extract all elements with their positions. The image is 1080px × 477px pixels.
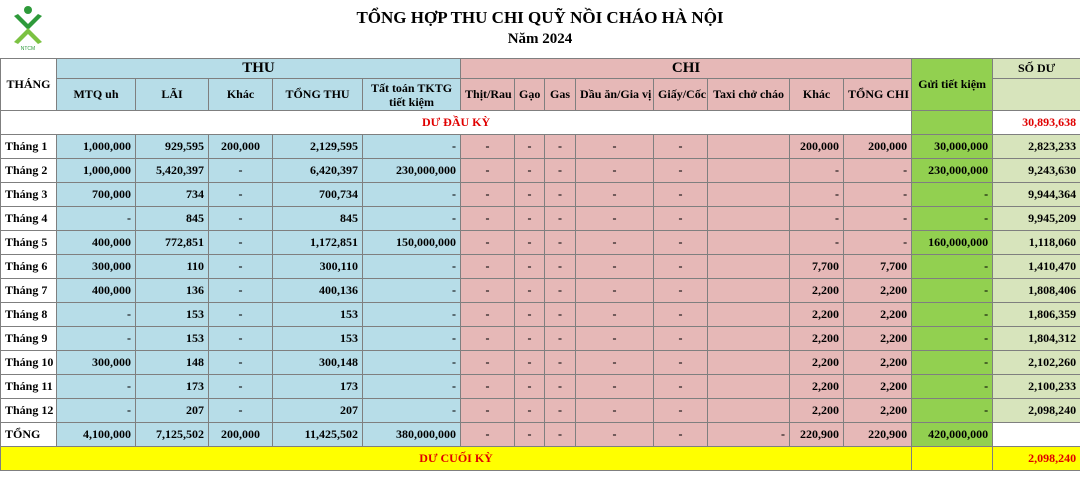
closing-label: DƯ CUỐI KỲ <box>1 447 912 471</box>
cell-tong-chi: 2,200 <box>844 327 912 351</box>
cell-tong-thu: 300,110 <box>273 255 363 279</box>
cell-tong-thu: 11,425,502 <box>273 423 363 447</box>
cell-month: Tháng 9 <box>1 327 57 351</box>
cell-mtq: - <box>57 303 136 327</box>
cell-giay: - <box>654 135 708 159</box>
cell-mtq: 1,000,000 <box>57 159 136 183</box>
cell-tat-toan: - <box>363 279 461 303</box>
cell-so-du: 1,118,060 <box>993 231 1080 255</box>
cell-month: Tháng 12 <box>1 399 57 423</box>
cell-thit: - <box>461 399 515 423</box>
cell-lai: 5,420,397 <box>136 159 209 183</box>
header-chi-khac: Khác <box>790 79 844 111</box>
cell-tong-thu: 153 <box>273 303 363 327</box>
header-gas: Gas <box>545 79 576 111</box>
table-row <box>1 231 1080 255</box>
cell-tat-toan: - <box>363 351 461 375</box>
cell-chi-khac: 2,200 <box>790 375 844 399</box>
cell-so-du: 9,243,630 <box>993 159 1080 183</box>
cell-tong-thu: 1,172,851 <box>273 231 363 255</box>
cell-khac: - <box>209 183 273 207</box>
cell-giay: - <box>654 183 708 207</box>
cell-so-du: 1,806,359 <box>993 303 1080 327</box>
cell-taxi <box>708 135 790 159</box>
cell-tat-toan: - <box>363 255 461 279</box>
cell-thit: - <box>461 207 515 231</box>
cell-mtq: - <box>57 207 136 231</box>
cell-gao: - <box>515 231 545 255</box>
cell-mtq: 300,000 <box>57 351 136 375</box>
cell-taxi: - <box>708 423 790 447</box>
cell-taxi <box>708 207 790 231</box>
cell-thit: - <box>461 303 515 327</box>
cell-so-du: 2,098,240 <box>993 399 1080 423</box>
cell-lai: 734 <box>136 183 209 207</box>
cell-gas: - <box>545 423 576 447</box>
table-row <box>1 279 1080 303</box>
cell-month: Tháng 10 <box>1 351 57 375</box>
header-taxi: Taxi chở cháo <box>708 79 790 111</box>
table-row <box>1 255 1080 279</box>
cell-khac: 200,000 <box>209 135 273 159</box>
cell-gui: - <box>912 183 993 207</box>
cell-month: Tháng 1 <box>1 135 57 159</box>
cell-giay: - <box>654 279 708 303</box>
cell-dau: - <box>576 255 654 279</box>
cell-lai: 153 <box>136 327 209 351</box>
table-row <box>1 399 1080 423</box>
cell-lai: 772,851 <box>136 231 209 255</box>
cell-thit: - <box>461 423 515 447</box>
cell-so-du: 9,945,209 <box>993 207 1080 231</box>
cell-tong-chi: 2,200 <box>844 399 912 423</box>
header-tat-toan: Tất toán TKTG tiết kiệm <box>363 79 461 111</box>
cell-gui: - <box>912 399 993 423</box>
cell-taxi <box>708 303 790 327</box>
cell-giay: - <box>654 207 708 231</box>
cell-mtq: 1,000,000 <box>57 135 136 159</box>
cell-lai: 136 <box>136 279 209 303</box>
cell-giay: - <box>654 375 708 399</box>
cell-chi-khac: - <box>790 207 844 231</box>
cell-lai: 845 <box>136 207 209 231</box>
cell-tat-toan: - <box>363 375 461 399</box>
cell-lai: 7,125,502 <box>136 423 209 447</box>
cell-tong-chi: - <box>844 183 912 207</box>
cell-thit: - <box>461 375 515 399</box>
cell-gui: 420,000,000 <box>912 423 993 447</box>
cell-chi-khac: 2,200 <box>790 399 844 423</box>
cell-month: TỔNG <box>1 423 57 447</box>
header-tong-chi: TỔNG CHI <box>844 79 912 111</box>
header-mtq: MTQ uh <box>57 79 136 111</box>
cell-so-du: 1,804,312 <box>993 327 1080 351</box>
cell-tat-toan: - <box>363 207 461 231</box>
cell-tong-chi: 2,200 <box>844 351 912 375</box>
opening-value: 30,893,638 <box>993 111 1080 135</box>
cell-gui: - <box>912 207 993 231</box>
cell-gao: - <box>515 207 545 231</box>
cell-mtq: - <box>57 375 136 399</box>
cell-gas: - <box>545 351 576 375</box>
cell-mtq: 700,000 <box>57 183 136 207</box>
cell-gao: - <box>515 399 545 423</box>
cell-tong-thu: 845 <box>273 207 363 231</box>
cell-tong-thu: 153 <box>273 327 363 351</box>
cell-tat-toan: 230,000,000 <box>363 159 461 183</box>
cell-thit: - <box>461 327 515 351</box>
cell-lai: 929,595 <box>136 135 209 159</box>
cell-gao: - <box>515 375 545 399</box>
cell-taxi <box>708 231 790 255</box>
cell-khac: - <box>209 303 273 327</box>
cell-chi-khac: 2,200 <box>790 279 844 303</box>
cell-khac: - <box>209 279 273 303</box>
cell-mtq: 4,100,000 <box>57 423 136 447</box>
cell-gui: - <box>912 255 993 279</box>
cell-taxi <box>708 255 790 279</box>
table-row <box>1 327 1080 351</box>
cell-dau: - <box>576 159 654 183</box>
summary-table <box>0 58 1080 471</box>
cell-gas: - <box>545 303 576 327</box>
cell-khac: - <box>209 351 273 375</box>
cell-so-du: 1,410,470 <box>993 255 1080 279</box>
cell-dau: - <box>576 399 654 423</box>
cell-gas: - <box>545 207 576 231</box>
cell-giay: - <box>654 351 708 375</box>
cell-lai: 148 <box>136 351 209 375</box>
cell-tat-toan: 380,000,000 <box>363 423 461 447</box>
logo-text: NTCM <box>20 46 36 52</box>
report-header <box>0 0 1080 58</box>
cell-chi-khac: 2,200 <box>790 351 844 375</box>
cell-month: Tháng 4 <box>1 207 57 231</box>
header-so-du: SỐ DƯ <box>993 59 1080 79</box>
cell-month: Tháng 5 <box>1 231 57 255</box>
table-row <box>1 135 1080 159</box>
cell-tong-thu: 300,148 <box>273 351 363 375</box>
cell-khac: - <box>209 159 273 183</box>
cell-gas: - <box>545 399 576 423</box>
cell-giay: - <box>654 399 708 423</box>
cell-khac: - <box>209 231 273 255</box>
cell-giay: - <box>654 327 708 351</box>
cell-tong-thu: 400,136 <box>273 279 363 303</box>
cell-gas: - <box>545 279 576 303</box>
cell-month: Tháng 7 <box>1 279 57 303</box>
opening-row <box>1 111 1080 135</box>
cell-tong-thu: 2,129,595 <box>273 135 363 159</box>
cell-so-du <box>993 423 1080 447</box>
cell-gao: - <box>515 279 545 303</box>
cell-tong-chi: 7,700 <box>844 255 912 279</box>
cell-gui: - <box>912 279 993 303</box>
table-row <box>1 303 1080 327</box>
cell-gas: - <box>545 159 576 183</box>
cell-giay: - <box>654 231 708 255</box>
cell-gas: - <box>545 231 576 255</box>
header-thit-rau: Thịt/Rau <box>461 79 515 111</box>
cell-lai: 173 <box>136 375 209 399</box>
table-row <box>1 207 1080 231</box>
cell-gao: - <box>515 135 545 159</box>
header-khac: Khác <box>209 79 273 111</box>
cell-khac: - <box>209 399 273 423</box>
cell-gas: - <box>545 255 576 279</box>
cell-month: Tháng 2 <box>1 159 57 183</box>
page-title: TỔNG HỢP THU CHI QUỸ NỒI CHÁO HÀ NỘI <box>356 8 724 27</box>
cell-mtq: - <box>57 399 136 423</box>
cell-so-du: 2,823,233 <box>993 135 1080 159</box>
cell-gao: - <box>515 183 545 207</box>
cell-dau: - <box>576 231 654 255</box>
cell-mtq: 400,000 <box>57 279 136 303</box>
cell-tong-chi: 2,200 <box>844 279 912 303</box>
cell-gui: 30,000,000 <box>912 135 993 159</box>
cell-gao: - <box>515 327 545 351</box>
cell-gui: - <box>912 303 993 327</box>
cell-tong-thu: 6,420,397 <box>273 159 363 183</box>
cell-khac: - <box>209 207 273 231</box>
total-row <box>1 423 1080 447</box>
cell-gui: 230,000,000 <box>912 159 993 183</box>
cell-giay: - <box>654 255 708 279</box>
cell-dau: - <box>576 279 654 303</box>
cell-tong-chi: 200,000 <box>844 135 912 159</box>
cell-khac: - <box>209 327 273 351</box>
cell-taxi <box>708 159 790 183</box>
cell-month: Tháng 8 <box>1 303 57 327</box>
cell-khac: - <box>209 255 273 279</box>
cell-thit: - <box>461 279 515 303</box>
cell-tat-toan: - <box>363 399 461 423</box>
closing-row <box>1 447 1080 471</box>
cell-chi-khac: 200,000 <box>790 135 844 159</box>
cell-khac: - <box>209 375 273 399</box>
header-giay-coc: Giấy/Cốc <box>654 79 708 111</box>
header-month: THÁNG <box>1 59 57 111</box>
cell-chi-khac: 220,900 <box>790 423 844 447</box>
cell-gao: - <box>515 423 545 447</box>
header-chi: CHI <box>461 59 912 79</box>
cell-tong-thu: 700,734 <box>273 183 363 207</box>
cell-gao: - <box>515 351 545 375</box>
opening-label: DƯ ĐẦU KỲ <box>1 111 912 135</box>
cell-thit: - <box>461 351 515 375</box>
cell-tat-toan: - <box>363 327 461 351</box>
cell-tong-chi: 220,900 <box>844 423 912 447</box>
cell-thit: - <box>461 159 515 183</box>
cell-taxi <box>708 279 790 303</box>
cell-thit: - <box>461 183 515 207</box>
cell-giay: - <box>654 423 708 447</box>
cell-so-du: 1,808,406 <box>993 279 1080 303</box>
cell-chi-khac: - <box>790 231 844 255</box>
cell-dau: - <box>576 207 654 231</box>
table-row <box>1 351 1080 375</box>
cell-chi-khac: 2,200 <box>790 303 844 327</box>
cell-chi-khac: - <box>790 183 844 207</box>
opening-gui <box>912 111 993 135</box>
cell-gao: - <box>515 159 545 183</box>
cell-mtq: - <box>57 327 136 351</box>
closing-value: 2,098,240 <box>993 447 1080 471</box>
cell-tong-thu: 207 <box>273 399 363 423</box>
header-tong-thu: TỔNG THU <box>273 79 363 111</box>
cell-lai: 110 <box>136 255 209 279</box>
cell-gui: - <box>912 351 993 375</box>
table-row <box>1 375 1080 399</box>
cell-mtq: 400,000 <box>57 231 136 255</box>
header-gao: Gạo <box>515 79 545 111</box>
cell-taxi <box>708 375 790 399</box>
cell-lai: 153 <box>136 303 209 327</box>
cell-month: Tháng 6 <box>1 255 57 279</box>
cell-so-du: 2,100,233 <box>993 375 1080 399</box>
cell-tat-toan: - <box>363 183 461 207</box>
cell-dau: - <box>576 351 654 375</box>
header-gui-tiet-kiem: Gửi tiết kiệm <box>912 59 993 111</box>
cell-giay: - <box>654 303 708 327</box>
header-dau-an: Dầu ăn/Gia vị <box>576 79 654 111</box>
cell-taxi <box>708 351 790 375</box>
header-thu: THU <box>57 59 461 79</box>
cell-gao: - <box>515 255 545 279</box>
cell-gui: - <box>912 327 993 351</box>
cell-dau: - <box>576 303 654 327</box>
cell-mtq: 300,000 <box>57 255 136 279</box>
cell-gao: - <box>515 303 545 327</box>
cell-thit: - <box>461 255 515 279</box>
cell-so-du: 9,944,364 <box>993 183 1080 207</box>
cell-tat-toan: 150,000,000 <box>363 231 461 255</box>
header-lai: LÃI <box>136 79 209 111</box>
cell-month: Tháng 11 <box>1 375 57 399</box>
cell-gas: - <box>545 327 576 351</box>
cell-giay: - <box>654 159 708 183</box>
cell-tong-chi: - <box>844 159 912 183</box>
cell-gui: 160,000,000 <box>912 231 993 255</box>
cell-dau: - <box>576 375 654 399</box>
cell-gas: - <box>545 183 576 207</box>
cell-gas: - <box>545 375 576 399</box>
cell-dau: - <box>576 183 654 207</box>
cell-thit: - <box>461 231 515 255</box>
cell-gui: - <box>912 375 993 399</box>
cell-so-du: 2,102,260 <box>993 351 1080 375</box>
cell-taxi <box>708 327 790 351</box>
cell-chi-khac: - <box>790 159 844 183</box>
cell-tong-chi: 2,200 <box>844 375 912 399</box>
cell-month: Tháng 3 <box>1 183 57 207</box>
cell-tat-toan: - <box>363 135 461 159</box>
cell-dau: - <box>576 423 654 447</box>
cell-lai: 207 <box>136 399 209 423</box>
cell-thit: - <box>461 135 515 159</box>
cell-taxi <box>708 399 790 423</box>
cell-tong-chi: - <box>844 231 912 255</box>
cell-khac: 200,000 <box>209 423 273 447</box>
closing-gui <box>912 447 993 471</box>
cell-tat-toan: - <box>363 303 461 327</box>
cell-chi-khac: 7,700 <box>790 255 844 279</box>
header-so-du-blank <box>993 79 1080 111</box>
cell-dau: - <box>576 327 654 351</box>
cell-tong-thu: 173 <box>273 375 363 399</box>
table-row <box>1 183 1080 207</box>
cell-chi-khac: 2,200 <box>790 327 844 351</box>
cell-tong-chi: - <box>844 207 912 231</box>
cell-taxi <box>708 183 790 207</box>
cell-tong-chi: 2,200 <box>844 303 912 327</box>
page-subtitle: Năm 2024 <box>507 31 573 47</box>
cell-gas: - <box>545 135 576 159</box>
cell-dau: - <box>576 135 654 159</box>
table-row <box>1 159 1080 183</box>
